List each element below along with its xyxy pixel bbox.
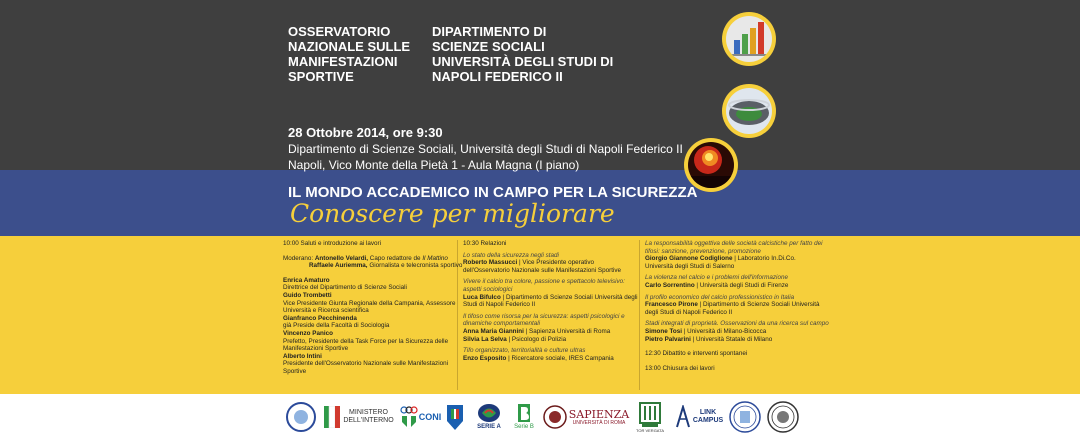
universita-seal-logo bbox=[766, 400, 800, 434]
organizer-line: NAPOLI FEDERICO II bbox=[432, 69, 563, 84]
speaker-role: Sportive bbox=[283, 367, 307, 375]
speaker-role: Vice Presidente Giunta Regionale della Campania, Assessore bbox=[283, 299, 456, 307]
stadium-photo bbox=[722, 84, 776, 138]
speaker-line: Giorgio Giannone Codiglione | Laboratorio In.Di.Co. bbox=[645, 255, 796, 263]
speaker-name: Vincenzo Panico bbox=[283, 329, 333, 337]
speaker-role: degli Studi di Napoli Federico II bbox=[645, 308, 733, 316]
chart-illustration-photo bbox=[722, 12, 776, 66]
talk-topic: Vivere il calcio tra colore, passione e spettacolo televisivo: bbox=[463, 278, 625, 286]
event-title: IL MONDO ACCADEMICO IN CAMPO PER LA SICUREZZA bbox=[288, 184, 698, 201]
figc-logo bbox=[444, 400, 466, 434]
talk-topic: Il tifoso come risorsa per la sicurezza: aspetti psicologici e bbox=[463, 312, 625, 320]
serie-a-text: SERIE A bbox=[477, 424, 501, 430]
organizer-dipartimento bbox=[432, 24, 613, 84]
talk-topic: Il profilo economico del calcio professionistico in Italia bbox=[645, 293, 795, 301]
osservatorio-logo bbox=[284, 400, 318, 434]
speaker-line: Simone Tosi | Università di Milano-Bicocca bbox=[645, 327, 767, 335]
coni-logo bbox=[398, 400, 442, 434]
speaker-name: Luca Bifulco bbox=[463, 293, 501, 301]
organizer-line: SPORTIVE bbox=[288, 69, 354, 84]
speaker-line: Silvia La Selva | Psicologo di Polizia bbox=[463, 335, 567, 343]
speaker-line: Francesco Pirone | Dipartimento di Scienze Sociali Università bbox=[645, 301, 820, 309]
speaker-role: Psicologo di Polizia bbox=[511, 335, 567, 343]
program-column-opening bbox=[283, 240, 463, 376]
event-venue: Dipartimento di Scienze Sociali, Università degli Studi di Napoli Federico II bbox=[288, 142, 683, 156]
sapienza-subtext: UNIVERSITÀ DI ROMA bbox=[572, 419, 626, 426]
speaker-line: Luca Bifulco | Dipartimento di Scienze Sociali Università degli bbox=[463, 293, 638, 301]
sapienza-text: SAPIENZA bbox=[568, 407, 630, 421]
speaker-name: Giorgio Giannone Codiglione bbox=[645, 255, 733, 263]
serie-b-text: Serie B bbox=[514, 424, 534, 430]
speaker-line: Pietro Palvarini | Università Statale di Milano bbox=[645, 335, 773, 343]
speaker-name: Pietro Palvarini bbox=[645, 335, 691, 343]
talk-topic: tifosi: sanzione, prevenzione, promozione bbox=[645, 247, 761, 255]
talk-topic: Stadi integrati di proprietà. Osservazioni da una ricerca sul campo bbox=[645, 320, 829, 328]
serie-b-logo bbox=[512, 400, 536, 434]
organizer-line: SCIENZE SOCIALI bbox=[432, 39, 545, 54]
ministero-text bbox=[343, 409, 393, 425]
speaker-line: Enzo Esposito | Ricercatore sociale, IRES Campania bbox=[463, 354, 614, 362]
speaker-role: dell'Osservatorio Nazionale sulle Manifestazioni Sportive bbox=[463, 266, 622, 274]
speaker-role: Università degli Studi di Salerno bbox=[645, 262, 735, 270]
speaker-role: Vice Presidente operativo bbox=[522, 259, 595, 267]
talk-topic: La violenza nel calcio e i problemi dell'informazione bbox=[645, 274, 788, 282]
speaker-role: Università Statale di Milano bbox=[696, 335, 773, 343]
moderators-label: Moderano: bbox=[283, 254, 314, 262]
speaker-role: Università di Milano-Bicocca bbox=[687, 327, 767, 335]
milano-bicocca-logo bbox=[728, 400, 762, 434]
speaker-role: Dipartimento di Scienze Sociali Università degli bbox=[505, 293, 638, 301]
speaker-line: Anna Maria Giannini | Sapienza Università di Roma bbox=[463, 327, 611, 335]
serie-a-logo bbox=[472, 400, 506, 434]
speaker-name: Gianfranco Pecchinenda bbox=[283, 314, 357, 322]
moderator-role: Giornalista e telecronista sportivo bbox=[369, 262, 463, 270]
event-subtitle: Conoscere per migliorare bbox=[290, 199, 615, 228]
sapienza-logo bbox=[570, 400, 628, 434]
closing-time: 13:00 Chiusura dei lavori bbox=[645, 364, 715, 372]
speaker-name: Guido Trombetti bbox=[283, 291, 332, 299]
moderator-line bbox=[283, 262, 463, 270]
speaker-name: Anna Maria Giannini bbox=[463, 327, 524, 335]
speaker-role: Sapienza Università di Roma bbox=[529, 327, 611, 335]
ministero-interno-logo bbox=[322, 400, 396, 434]
moderator-name: Raffaele Auriemma, bbox=[309, 262, 368, 270]
organizer-line: UNIVERSITÀ DEGLI STUDI DI bbox=[432, 54, 614, 69]
speaker-role: Presidente dell'Osservatorio Nazionale sulle Manifestazioni bbox=[283, 360, 449, 368]
speaker-line: Roberto Massucci | Vice Presidente operativo bbox=[463, 259, 595, 267]
talk-topic: aspetti sociologici bbox=[463, 285, 513, 293]
talk-topic: Tifo organizzato, territorialità e culture ultras bbox=[463, 347, 586, 355]
logo-text-line: DELL'INTERNO bbox=[343, 417, 394, 424]
session-time: 10:30 Relazioni bbox=[463, 240, 507, 247]
organizer-line: MANIFESTAZIONI bbox=[288, 54, 398, 69]
organizer-osservatorio bbox=[288, 24, 410, 84]
speaker-name: Francesco Pirone bbox=[645, 301, 698, 309]
coni-text: CONI bbox=[418, 412, 442, 422]
event-date-time: 28 Ottobre 2014, ore 9:30 bbox=[288, 125, 443, 140]
speaker-role: Dipartimento di Scienze Sociali Università bbox=[703, 301, 820, 309]
speaker-name: Enrica Amaturo bbox=[283, 276, 330, 284]
talk-topic: dinamiche comportamentali bbox=[463, 320, 540, 328]
speaker-role: Università degli Studi di Firenze bbox=[699, 281, 789, 289]
speaker-role: già Preside della Facoltà di Sociologia bbox=[283, 322, 390, 330]
tor-vergata-logo bbox=[634, 400, 666, 434]
talk-topic: La responsabilità oggettiva delle società calcistiche per fatto dei bbox=[645, 240, 823, 247]
speaker-role: Università e Ricerca scientifica bbox=[283, 307, 369, 315]
talk-topic: Lo stato della sicurezza negli stadi bbox=[463, 251, 559, 259]
speaker-role: Direttrice del Dipartimento di Scienze Sociali bbox=[283, 284, 407, 292]
column-divider bbox=[639, 240, 640, 390]
speaker-line: Carlo Sorrentino | Università degli Studi di Firenze bbox=[645, 281, 789, 289]
logo-text-line: MINISTERO bbox=[349, 409, 388, 416]
program-column-talks-continued bbox=[645, 240, 829, 372]
opening-time: 10:00 Saluti e introduzione ai lavori bbox=[283, 240, 382, 247]
link-campus-text: CAMPUS bbox=[692, 417, 724, 424]
debate-time: 12:30 Dibattito e interventi spontanei bbox=[645, 350, 748, 358]
speaker-role: Ricercatore sociale, IRES Campania bbox=[511, 354, 614, 362]
logo-band bbox=[0, 394, 1080, 440]
event-address: Napoli, Vico Monte della Pietà 1 - Aula Magna (I piano) bbox=[288, 158, 580, 172]
program-column-talks bbox=[463, 240, 638, 362]
speaker-role: Manifestazioni Sportive bbox=[283, 345, 349, 353]
moderator-line bbox=[283, 255, 453, 263]
speaker-list bbox=[283, 276, 456, 376]
moderator-name: Antonello Velardi, bbox=[314, 254, 369, 262]
speaker-role: Studi di Napoli Federico II bbox=[463, 301, 536, 309]
moderator-role: Capo redattore de bbox=[369, 254, 421, 262]
speaker-name: Alberto Intini bbox=[283, 352, 322, 360]
link-campus-logo bbox=[674, 400, 724, 434]
speaker-name: Enzo Esposito bbox=[463, 354, 507, 362]
link-campus-text: LINK bbox=[699, 409, 717, 416]
speaker-role: Laboratorio In.Di.Co. bbox=[737, 255, 796, 263]
speaker-name: Silvia La Selva bbox=[463, 335, 507, 343]
organizer-line: NAZIONALE SULLE bbox=[288, 39, 411, 54]
newspaper-name: Il Mattino bbox=[422, 254, 448, 262]
speaker-name: Roberto Massucci bbox=[463, 259, 518, 267]
speaker-name: Simone Tosi bbox=[645, 327, 682, 335]
organizer-line: OSSERVATORIO bbox=[288, 24, 391, 39]
speaker-name: Carlo Sorrentino bbox=[645, 281, 695, 289]
organizer-line: DIPARTIMENTO DI bbox=[432, 24, 547, 39]
tor-vergata-text: TOR VERGATA bbox=[635, 427, 664, 433]
federico-ii-logo bbox=[542, 400, 568, 434]
speaker-role: Prefetto, Presidente della Task Force per la Sicurezza delle bbox=[283, 337, 449, 345]
